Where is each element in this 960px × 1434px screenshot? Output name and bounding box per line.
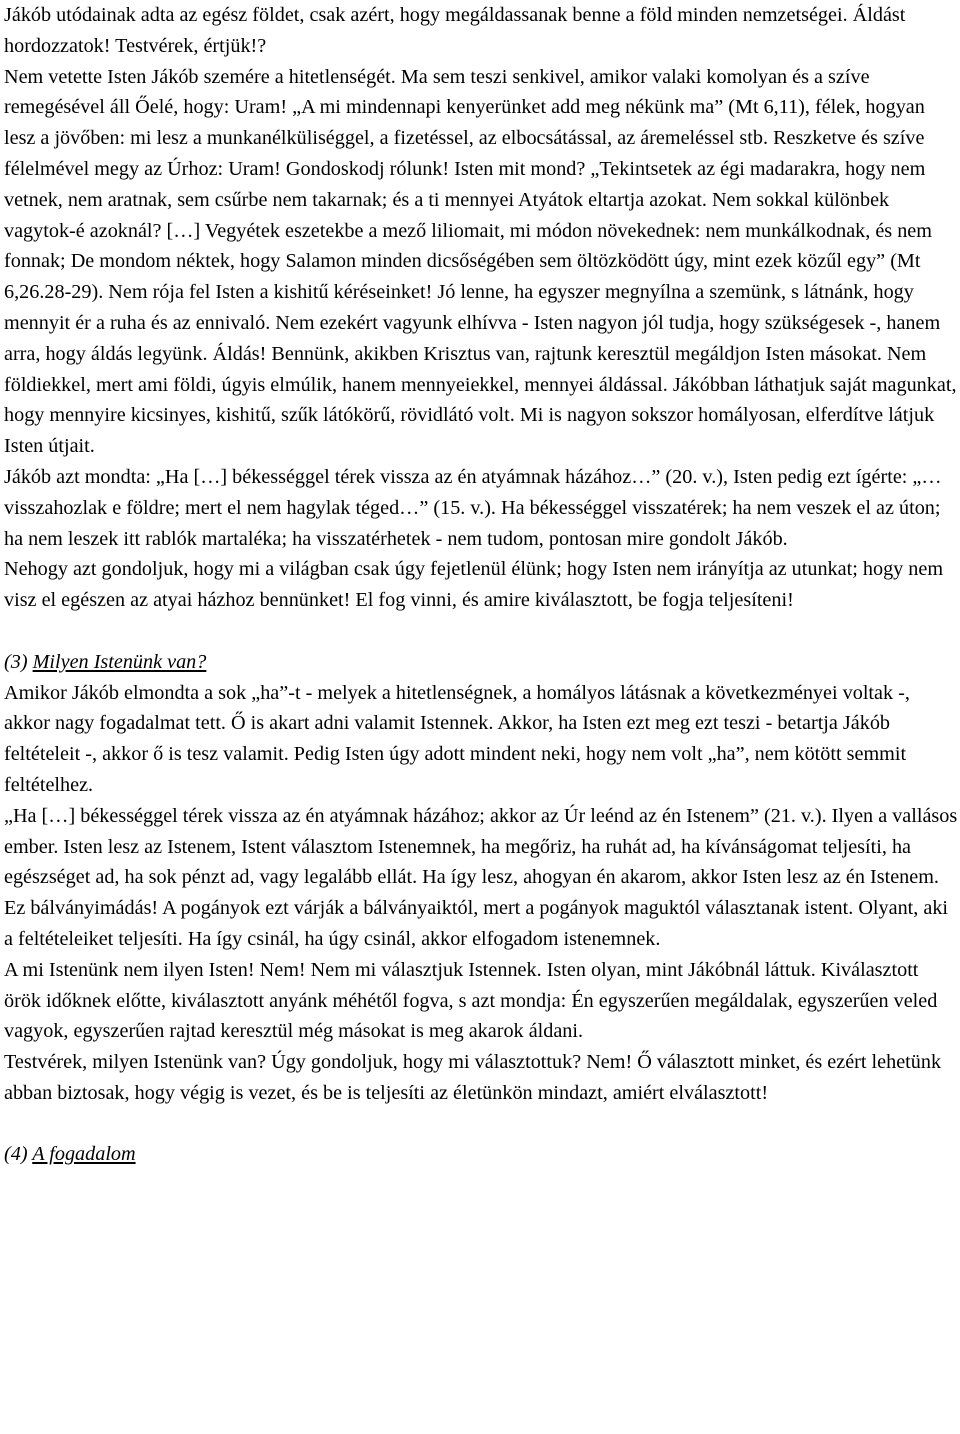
paragraph-jakob-said: Jákób azt mondta: „Ha […] békességgel térek vissza az én atyámnak házához…” (20. v.), Isten pedig ezt ígérte: „…visszahozlak e földre; mert el nem hagylak téged…” (15. v.). Ha békességgel visszatérek; ha nem veszek el az úton; ha nem leszek itt rablók martaléka; ha visszatérhetek - nem tudom, pontosan mire gondolt Jákób. [4,465,942,550]
section-spacer [4,1109,958,1140]
section-heading-3 [4,647,958,678]
section-title: A fogadalom [32,1143,136,1166]
paragraph-lest-we-think: Nehogy azt gondoljuk, hogy mi a világban csak úgy fejetlenül élünk; hogy Isten nem irányítja az utunkat; hogy nem visz el egészen az atyai házhoz bennünket! El fog vinni, és amire kiválasztott, be fogja teljesíteni! [4,558,944,612]
paragraph-if-in-peace: „Ha […] békességgel térek vissza az én atyámnak házához; akkor az Úr leénd az én Istenem” (21. v.). Ilyen a vallásos ember. Isten lesz az Istenem, Istent választom Istenemnek, ha megőriz, ha ruhát ad, ha kívánságomat teljesíti, ha egészséget ad, ha sok pénzt ad, vagy legalább ellát. Ha így lesz, ahogyan én akarom, akkor Isten lesz az én Istenem. Ez bálványimádás! A pogányok ezt várják a bálványaiktól, mert a pogányok maguktól választanak istent. Olyant, aki a feltételeiket teljesíti. Ha így csinál, ha úgy csinál, akkor elfogadom istenemnek. [4,804,958,950]
section-number: (3) [4,650,33,673]
document-page [4,0,958,1170]
paragraph-our-god: A mi Istenünk nem ilyen Isten! Nem! Nem mi választjuk Istennek. Isten olyan, mint Jákóbnál láttuk. Kiválasztott örök időknek előtte, kiválasztott anyánk méhétől fogva, s azt mondja: Én egyszerűen megáldalak, egyszerűen veled vagyok, egyszerűen rajtad keresztül még másokat is meg akarok áldani. [4,958,938,1043]
paragraph-vow: Amikor Jákób elmondta a sok „ha”-t - melyek a hitetlenségnek, a homályos látásnak a következményei voltak -, akkor nagy fogadalmat tett. Ő is akart adni valamit Istennek. Akkor, ha Isten ezt meg ezt teszi - betartja Jákób feltételeit -, akkor ő is tesz valamit. Pedig Isten úgy adott mindent neki, hogy nem volt „ha”, nem kötött semmit feltételhez. [4,681,910,796]
paragraph-what-god: Testvérek, milyen Istenünk van? Úgy gondoljuk, hogy mi választottuk? Nem! Ő választott minket, és ezért lehetünk abban biztosak, hogy végig is vezet, és be is teljesíti az életünkön mindazt, amiért elválasztott! [4,1051,942,1104]
section-number: (4) [4,1143,33,1166]
section-title: Milyen Istenünk van? [32,650,207,673]
paragraph-unbelief: Nem vetette Isten Jákób szemére a hitetlenségét. Ma sem teszi senkivel, amikor valaki komolyan és a szíve remegésével áll Őelé, hogy: Uram! „A mi mindennapi kenyerünket add meg nékünk ma” (Mt 6,11), félek, hogyan lesz a jövőben: mi lesz a munkanélküliséggel, a fizetéssel, az elbocsátással, az áremeléssel stb. Reszketve és szíve félelmével megy az Úrhoz: Uram! Gondoskodj rólunk! Isten mit mond? „Tekintsetek az égi madarakra, hogy nem vetnek, nem aratnak, sem csűrbe nem takarnak; és a ti mennyei Atyátok eltartja azokat. Nem sokkal különbek vagytok-é azoknál? […] Vegyétek eszetekbe a mező liliomait, mi módon növekednek: nem munkálkodnak, és nem fonnak; De mondom néktek, hogy Salamon minden dicsőségében sem öltözködött úgy, mint ezek közűl egy” (Mt 6,26.28-29). Nem rója fel Isten a kishitű kéréseinket! Jó lenne, ha egyszer megnyílna a szemünk, s látnánk, hogy mennyit ér a ruha és az ennivaló. Nem ezekért vagyunk elhívva - Isten nagyon jól tudja, hogy szükségesek -, hanem arra, hogy áldás legyünk. Áldás! Bennünk, akikben Krisztus van, rajtunk keresztül megáldjon Isten másokat. Nem földiekkel, mert ami földi, úgyis elmúlik, hanem mennyeiekkel, mennyei áldással. Jákóbban láthatjuk saját magunkat, hogy mennyire kicsinyes, kishitű, szűk látókörű, rövidlátó volt. Mi is nagyon sokszor homályosan, elferdítve látjuk Isten útjait. [4,65,957,458]
section-heading-4 [4,1139,958,1170]
paragraph-jakob-descendants: Jákób utódainak adta az egész földet, csak azért, hogy megáldassanak benne a föld minden nemzetségei. Áldást hordozzatok! Testvérek, értjük!? [4,4,906,57]
section-spacer [4,616,958,647]
